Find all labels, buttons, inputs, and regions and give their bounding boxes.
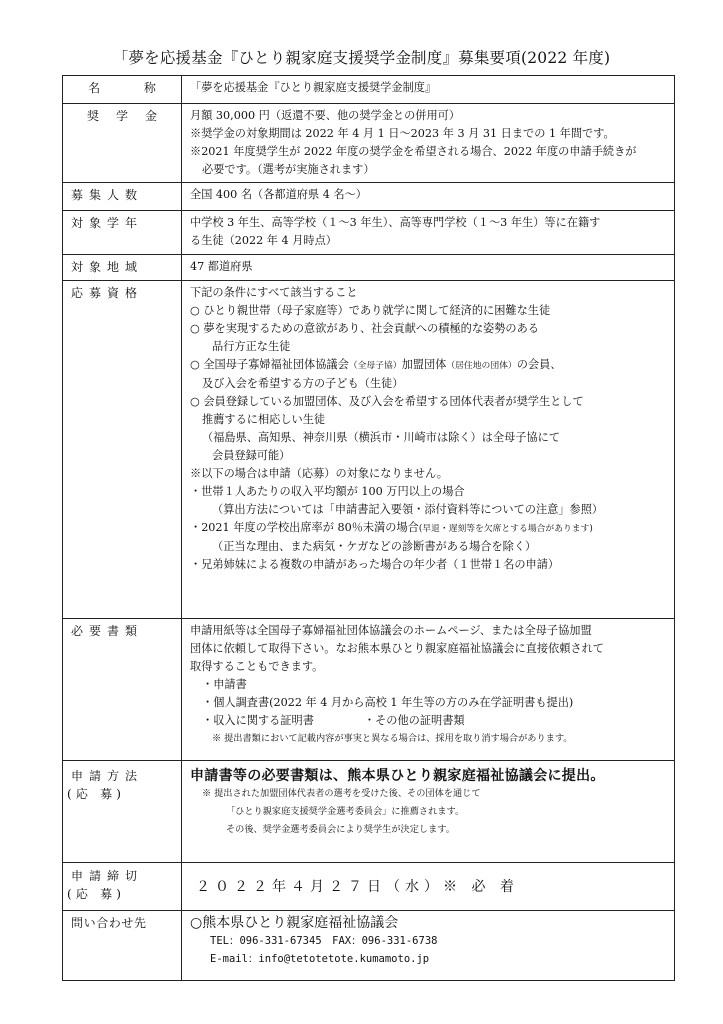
row-label: 対象学年 [63,211,182,255]
row-value: 申請書等の必要書類は、熊本県ひとり親家庭福祉協議会に提出。 ※ 提出された加盟団体代表者の選考を受けた後、その団体を通じて 「ひとり親家庭支援奨学金選考委員会」に推薦されます。 その後、奨学金選考委員会により奨学生が決定します。 [182,761,675,863]
row-value: 申請用紙等は全国母子寡婦福祉団体協議会のホームページ、または全母子協加盟 団体に依頼して取得下さい。なお熊本県ひとり親家庭福祉協議会に直接依頼されて 取得することもできます。 ・申請書 ・個人調査書(2022 年 4 月から高校 1 年生等の方のみ在学証明書も提出) ・収入に関する証明書 ・その他の証明書類 ※ 提出書類において記載内容が事実と異なる場合は、採用を取り消す場合があります。 [182,619,675,761]
row-value: 下記の条件にすべて該当すること ○ ひとり親世帯（母子家庭等）であり就学に関して経済的に困難な生徒 ○ 夢を実現するための意欲があり、社会貢献への積極的な姿勢のある 品行方正な生徒 ○ 全国母子寡婦福祉団体協議会（全母子協）加盟団体（居住地の団体）の会員、 及び入会を希望する方の子ども（生徒） ○ 会員登録している加盟団体、及び入会を希望する団体代表者が奨学生として 推薦するに相応しい生徒 （福島県、高知県、神奈川県（横浜市・川崎市は除く）は全母子協にて 会員登録可能） ※以下の場合は申請（応募）の対象になりません。 ・世帯１人あたりの収入平均額が 100 万円以上の場合 （算出方法については「申請書記入要領・添付資料等についての注意」参照） ・2021 年度の学校出席率が 80％未満の場合(早退・遅刻等を欠席とする場合があります) （正当な理由、また病気・ケガなどの診断書がある場合を除く） ・兄弟姉妹による複数の申請があった場合の年少者（１世帯１名の申請） [182,281,675,619]
text-line: 月額 30,000 円（返還不要、他の奨学金との併用可） [190,109,461,122]
row-value [182,76,675,104]
row-label: 募集人数 [63,183,182,211]
row-value: 全国 400 名（各都道府県 4 名～） [182,183,675,211]
text-line: ・収入に関する証明書 ・その他の証明書類 [202,714,465,727]
name-value: 「夢を応援基金『ひとり親家庭支援奨学金制度』 [190,81,437,94]
row-label: 奨 学 金 [63,104,182,183]
text-line: ○ 全国母子寡婦福祉団体協議会（全母子協）加盟団体（居住地の団体）の会員、 [190,358,562,371]
table-row-recruit [63,183,675,211]
table-row-documents [63,619,675,761]
text-line: 中学校 3 年生、高等学校（１～3 年生）、高等専門学校（１～3 年生）等に在籍す [190,216,601,229]
text-line: ※2021 年度奨学生が 2022 年度の奨学金を希望される場合、2022 年度の申請手続きが [190,145,637,158]
requirements-table [62,75,675,981]
table-row-deadline [63,863,675,911]
contact-org: ○熊本県ひとり親家庭福祉協議会 [190,915,399,931]
row-label: 申請締切 (応 募) [63,863,182,911]
text-line: 必要です。（選考が実施されます） [202,163,375,176]
text-line: ・2021 年度の学校出席率が 80％未満の場合(早退・遅刻等を欠席とする場合があります) [190,521,593,534]
row-label: 問い合わせ先 [63,911,182,981]
row-label: 必要書類 [63,619,182,761]
contact-phone: TEL：096-331-67345 FAX：096-331-6738 [210,935,438,947]
deadline-date: ２０２２年４月２７日（水）※ 必 着 [196,878,519,895]
table-row-region [63,255,675,281]
page-title: 「夢を応援基金『ひとり親家庭支援奨学金制度』募集要項(2022 年度) [112,49,611,67]
row-label: 応募資格 [63,281,182,619]
table-row-target-grade [63,211,675,255]
contact-email: E-mail：info@tetotetote.kumamoto.jp [210,953,430,965]
row-label: 名 称 [63,76,182,104]
row-value [182,863,675,911]
row-label: 申請方法 (応 募) [63,761,182,863]
row-value [182,911,675,981]
table-row-eligibility [63,281,675,619]
table-row-name [63,76,675,104]
row-value: 47 都道府県 [182,255,675,281]
text-line: ※奨学金の対象期間は 2022 年 4 月 1 日～2023 年 3 月 31 日までの 1 年間です。 [190,127,615,140]
row-value [182,104,675,183]
table-row-method [63,761,675,863]
row-label: 対象地域 [63,255,182,281]
row-value [182,211,675,255]
table-row-contact [63,911,675,981]
table-row-scholarship [63,104,675,183]
text-line: る生徒（2022 年 4 月時点） [190,234,337,247]
